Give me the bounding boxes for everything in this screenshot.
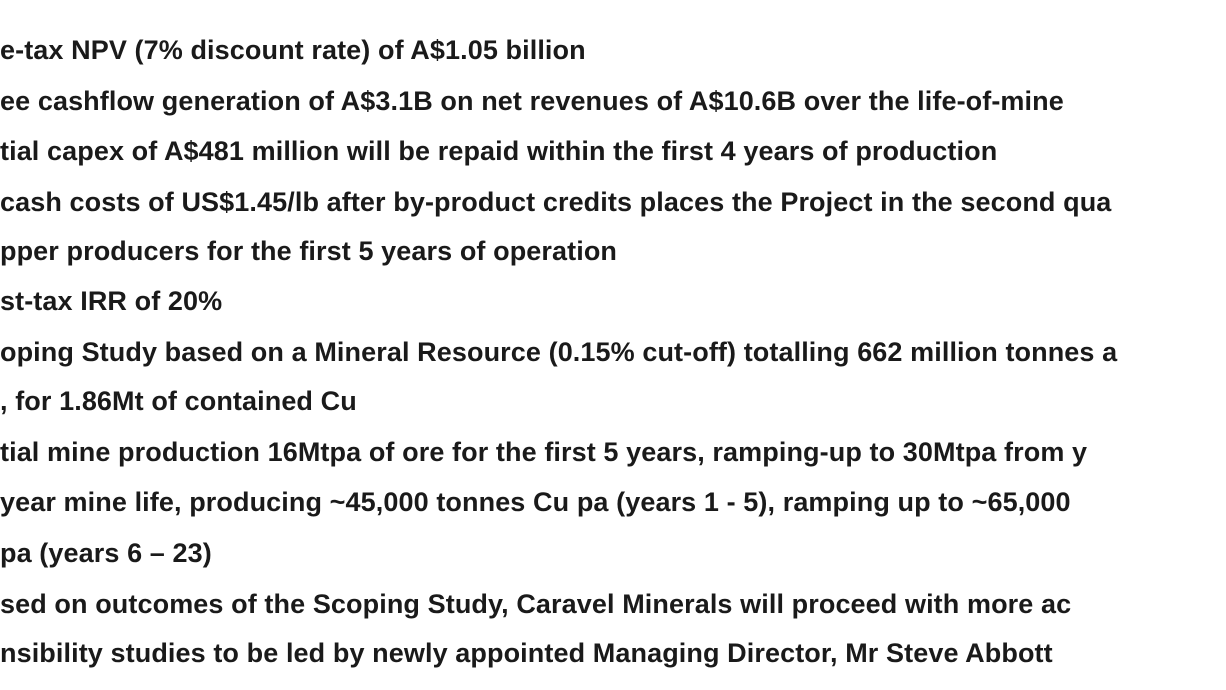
text-line-scoping-study: oping Study based on a Mineral Resource (0.15% cut-off) totalling 662 million tonnes a [0,337,1118,367]
text-line-feasibility: nsibility studies to be led by newly appointed Managing Director, Mr Steve Abbott [0,638,1053,668]
text-line-contained-cu: , for 1.86Mt of contained Cu [0,386,357,416]
text-line-copper-producers: pper producers for the first 5 years of operation [0,236,618,266]
text-line-capex: tial capex of A$481 million will be repaid within the first 4 years of production [0,136,998,166]
text-line-irr: st-tax IRR of 20% [0,286,223,316]
text-line-outcomes: sed on outcomes of the Scoping Study, Caravel Minerals will proceed with more ac [0,589,1072,619]
text-line-npv: e-tax NPV (7% discount rate) of A$1.05 billion [0,35,586,65]
text-line-cash-costs: cash costs of US$1.45/lb after by-product credits places the Project in the second qua [0,187,1112,217]
text-line-cashflow: ee cashflow generation of A$3.1B on net revenues of A$10.6B over the life-of-mine [0,86,1064,116]
text-line-mine-production: tial mine production 16Mtpa of ore for the first 5 years, ramping-up to 30Mtpa from y [0,437,1088,467]
text-line-years-6-23: pa (years 6 – 23) [0,538,212,568]
text-line-mine-life: year mine life, producing ~45,000 tonnes Cu pa (years 1 - 5), ramping up to ~65,000 [0,487,1071,517]
